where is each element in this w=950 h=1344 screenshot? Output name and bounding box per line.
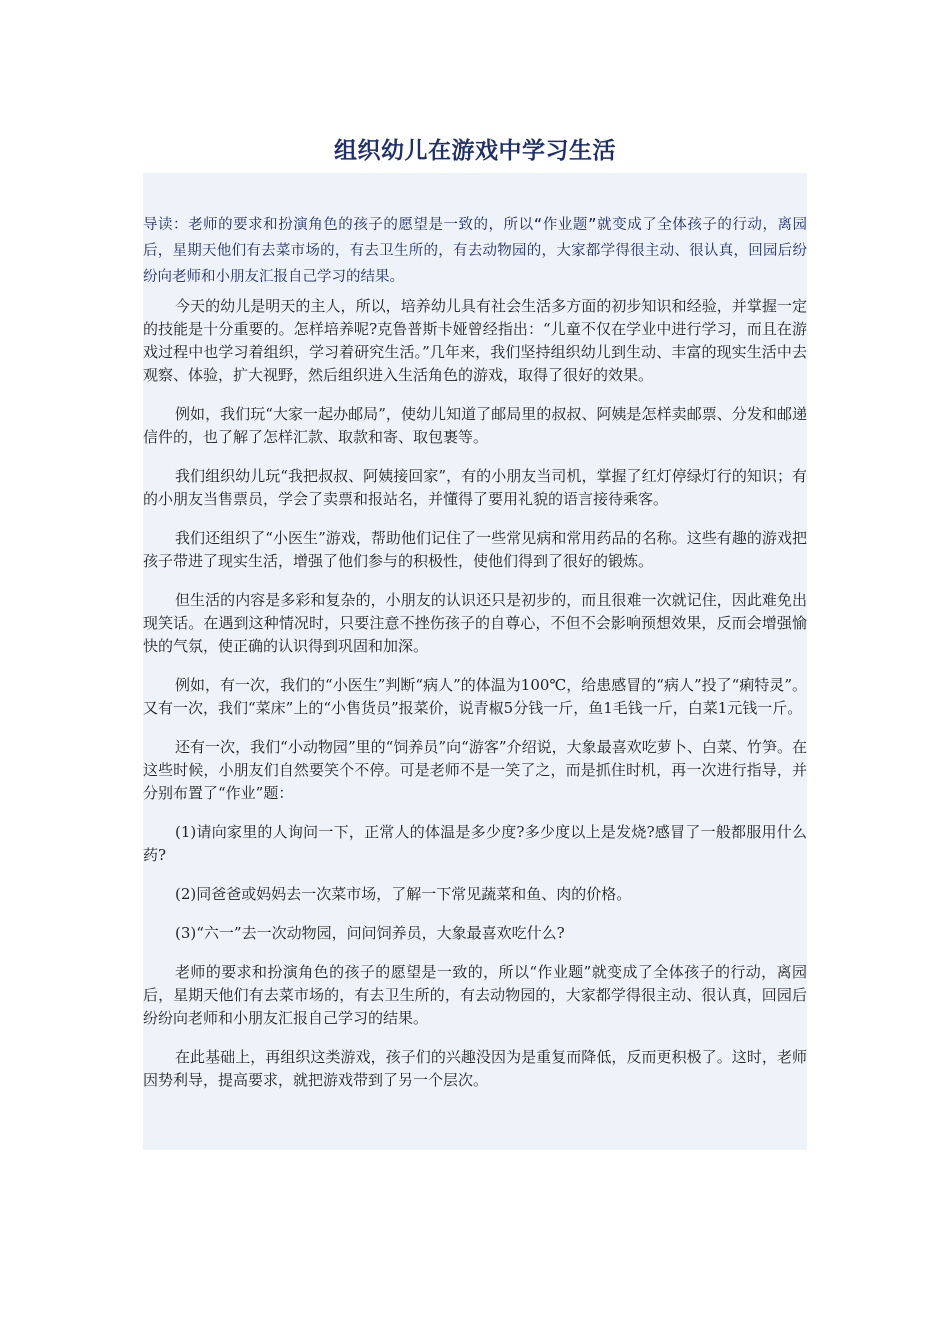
- paragraph: 例如，有一次，我们的“小医生”判断“病人”的体温为100℃，给患感冒的“病人”投了“痢特灵”。又有一次，我们“菜床”上的“小售货员”报菜价，说青椒5分钱一斤，鱼1毛钱一斤，白菜1元钱一斤。: [143, 676, 807, 717]
- homework-item: (1)请向家里的人询问一下，正常人的体温是多少度?多少度以上是发烧?感冒了一般都服用什么药?: [143, 823, 807, 864]
- paragraph: 但生活的内容是多彩和复杂的，小朋友的认识还只是初步的，而且很难一次就记住，因此难免出现笑话。在遇到这种情况时，只要注意不挫伤孩子的自尊心，不但不会影响预想效果，反而会增强愉快的气氛，使正确的认识得到巩固和加深。: [143, 591, 807, 655]
- paragraph: 我们还组织了“小医生”游戏，帮助他们记住了一些常见病和常用药品的名称。这些有趣的游戏把孩子带进了现实生活，增强了他们参与的积极性，使他们得到了很好的锻炼。: [143, 529, 807, 570]
- guide-paragraph: 导读：老师的要求和扮演角色的孩子的愿望是一致的，所以“作业题”就变成了全体孩子的行动，离园后，星期天他们有去菜市场的，有去卫生所的，有去动物园的，大家都学得很主动、很认真，回园后纷纷向老师和小朋友汇报自己学习的结果。: [143, 217, 807, 285]
- paragraph: 还有一次，我们“小动物园”里的“饲养员”向“游客”介绍说，大象最喜欢吃萝卜、白菜、竹笋。在这些时候，小朋友们自然要笑个不停。可是老师不是一笑了之，而是抓住时机，再一次进行指导，并分别布置了“作业”题：: [143, 738, 807, 802]
- article-body: [143, 295, 807, 1108]
- page-title: 组织幼儿在游戏中学习生活: [334, 138, 616, 164]
- paragraph: 老师的要求和扮演角色的孩子的愿望是一致的，所以“作业题”就变成了全体孩子的行动，离园后，星期天他们有去菜市场的，有去卫生所的，有去动物园的，大家都学得很主动、很认真，回园后纷纷向老师和小朋友汇报自己学习的结果。: [143, 963, 807, 1027]
- paragraph: 今天的幼儿是明天的主人，所以，培养幼儿具有社会生活多方面的初步知识和经验，并掌握一定的技能是十分重要的。怎样培养呢?克鲁普斯卡娅曾经指出：“儿童不仅在学业中进行学习，而且在游戏过程中也学习着组织，学习着研究生活。”几年来，我们坚持组织幼儿到生动、丰富的现实生活中去观察、体验，扩大视野，然后组织进入生活角色的游戏，取得了很好的效果。: [143, 297, 807, 384]
- homework-item: (3)“六一”去一次动物园，问问饲养员，大象最喜欢吃什么?: [175, 924, 565, 942]
- paragraph: 例如，我们玩“大家一起办邮局”，使幼儿知道了邮局里的叔叔、阿姨是怎样卖邮票、分发和邮递信件的，也了解了怎样汇款、取款和寄、取包裹等。: [143, 405, 807, 446]
- paragraph: 在此基础上，再组织这类游戏，孩子们的兴趣没因为是重复而降低，反而更积极了。这时，老师因势利导，提高要求，就把游戏带到了另一个层次。: [143, 1048, 807, 1089]
- homework-item: (2)同爸爸或妈妈去一次菜市场，了解一下常见蔬菜和鱼、肉的价格。: [175, 885, 632, 903]
- paragraph: 我们组织幼儿玩“我把叔叔、阿姨接回家”，有的小朋友当司机，掌握了红灯停绿灯行的知识；有的小朋友当售票员，学会了卖票和报站名，并懂得了要用礼貌的语言接待乘客。: [143, 467, 807, 508]
